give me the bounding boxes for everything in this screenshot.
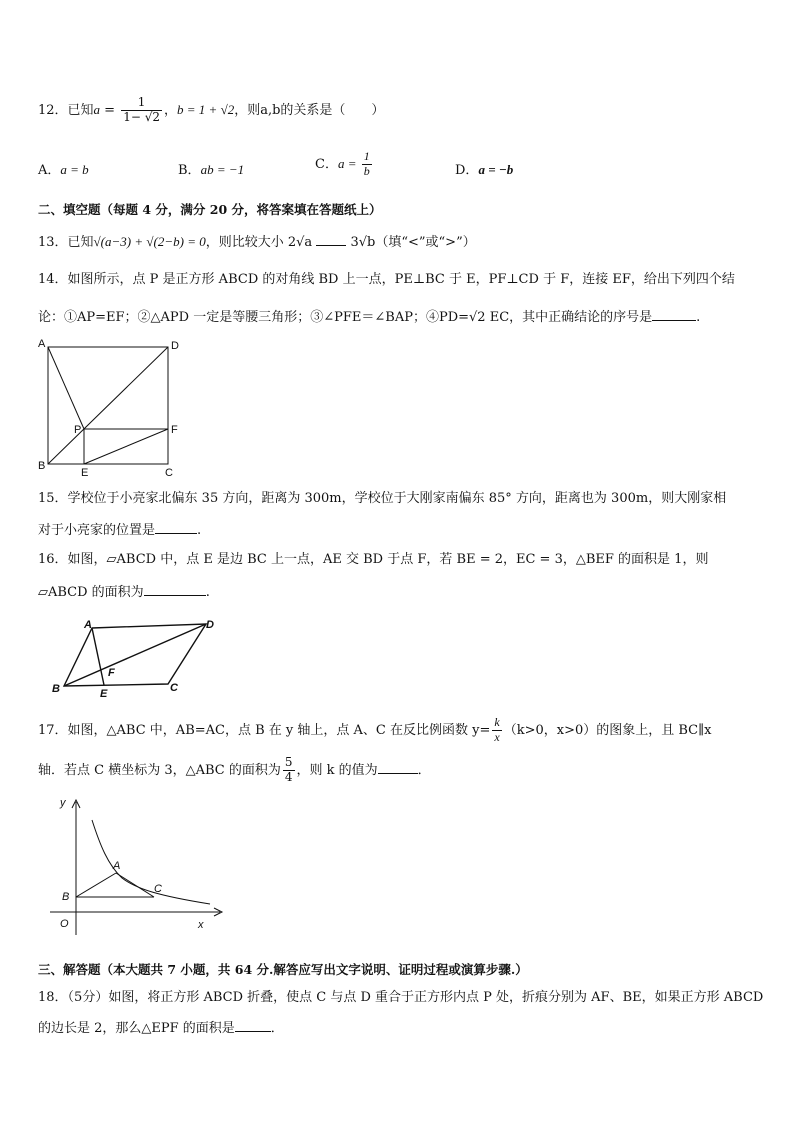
q14-line2: 论：①AP=EF；②△APD 一定是等腰三角形；③∠PFE＝∠BAP；④PD=√2 EC，其中正确结论的序号是 .	[38, 310, 701, 325]
label-y: y	[60, 797, 66, 809]
label-f: F	[108, 667, 115, 679]
section2-title: 二、填空题（每题 4 分，满分 20 分，将答案填在答题纸上）	[38, 202, 382, 217]
q17-line1: 17．如图，△ABC 中，AB=AC，点 B 在 y 轴上，点 A、C 在反比例函数 y= $\frac{k}{x}$ （k>0，x>0）的图象上，且 BC∥x	[38, 715, 712, 744]
label-x: x	[198, 919, 204, 931]
label-b: B	[62, 891, 70, 903]
q12-option-c[interactable]: C．a = $\frac{1}{b}$	[315, 149, 370, 178]
q16-line1: 16．如图，▱ABCD 中，点 E 是边 BC 上一点，AE 交 BD 于点 F，若 BE = 2，EC = 3，△BEF 的面积是 1，则	[38, 552, 709, 567]
hyperbola-curve	[92, 820, 210, 904]
label-d: D	[171, 340, 179, 352]
segment-ae	[92, 628, 104, 685]
figure-17-graph	[50, 790, 230, 940]
label-c: C	[165, 467, 173, 477]
q13-answer-blank[interactable]	[316, 235, 346, 246]
q12-fraction: $\frac{1}{1- √2}$	[123, 95, 161, 124]
label-b: B	[38, 460, 46, 472]
label-a: A	[84, 619, 92, 631]
q13-stem: 13．已知√(a−3) + √(2−b) = 0，则比较大小 2√a 3√b（填“<”或“>”）	[38, 234, 476, 250]
label-e: E	[100, 688, 108, 698]
label-c: C	[154, 883, 162, 895]
label-o: O	[60, 918, 69, 930]
q18-answer-blank[interactable]	[235, 1021, 271, 1032]
figure-16-parallelogram	[46, 612, 236, 698]
label-f: F	[171, 424, 178, 436]
q12-option-d[interactable]: D．a = −b	[455, 162, 514, 178]
segment-ef	[84, 429, 168, 464]
label-b: B	[52, 683, 60, 695]
diagonal-bd	[64, 624, 206, 686]
q18-line1: 18．（5分）如图，将正方形 ABCD 折叠，使点 C 与点 D 重合于正方形内点 P 处，折痕分别为 AF、BE，如果正方形 ABCD	[38, 990, 764, 1005]
q15-answer-blank[interactable]	[155, 523, 197, 534]
figure-14-square	[36, 337, 186, 477]
segment-ap	[48, 347, 84, 429]
segment-ba	[76, 873, 116, 897]
q12-option-a[interactable]: A．a = b	[38, 162, 89, 178]
label-c: C	[170, 682, 178, 694]
q17-answer-blank[interactable]	[378, 763, 418, 774]
q18-line2: 的边长是 2，那么△EPF 的面积是 ．	[38, 1021, 284, 1036]
q14-answer-blank[interactable]	[652, 310, 696, 321]
q17-line2: 轴．若点 C 横坐标为 3，△ABC 的面积为 $\frac{5}{4}$ ，则 k 的值为 ．	[38, 755, 431, 784]
q14-line1: 14．如图所示，点 P 是正方形 ABCD 的对角线 BD 上一点，PE⊥BC 于 E，PF⊥CD 于 F，连接 EF，给出下列四个结	[38, 272, 735, 287]
q15-line1: 15．学校位于小亮家北偏东 35 方向，距离为 300m，学校位于大刚家南偏东 85° 方向，距离也为 300m，则大刚家相	[38, 491, 727, 506]
q16-line2: ▱ABCD 的面积为 .	[38, 585, 210, 600]
segment-ac	[116, 873, 154, 897]
section3-title: 三、解答题（本大题共 7 小题，共 64 分.解答应写出文字说明、证明过程或演算步骤.）	[38, 962, 528, 977]
label-a: A	[38, 338, 46, 350]
label-p: P	[74, 424, 82, 436]
label-a: A	[113, 860, 121, 872]
label-e: E	[81, 467, 89, 477]
diagonal-bd	[48, 347, 168, 464]
q15-line2: 对于小亮家的位置是 .	[38, 523, 202, 538]
q12-option-b[interactable]: B．ab = −1	[178, 162, 245, 178]
q16-answer-blank[interactable]	[144, 585, 206, 596]
label-d: D	[206, 619, 214, 631]
q12-stem: 12．已知a = $\frac{1}{1- √2}$ ，b = 1 + √2，则a,b的关系是（ ）	[38, 95, 385, 124]
